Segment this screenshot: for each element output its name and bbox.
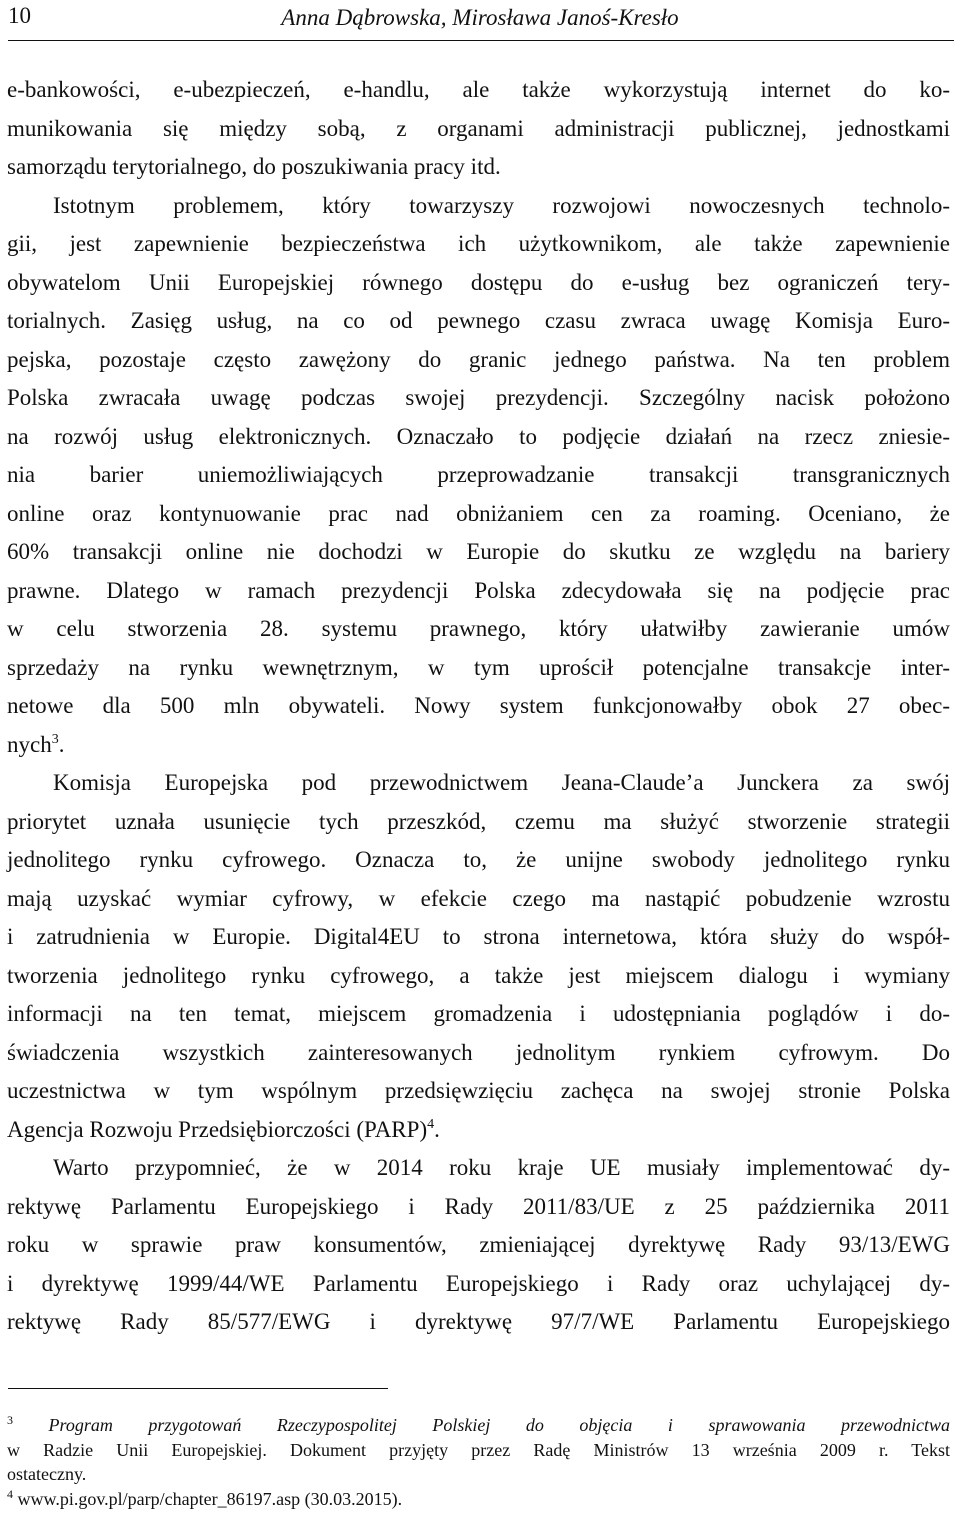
body-line: na rozwój usług elektronicznych. Oznaczało to podjęcie działań na rzecz zniesie- — [7, 423, 950, 449]
body-line: prawne. Dlatego w ramach prezydencji Polska zdecydowała się na podjęcie prac — [7, 577, 950, 603]
body-line-text: Agencja Rozwoju Przedsiębiorczości (PARP) — [7, 1116, 428, 1142]
body-line: świadczenia wszystkich zainteresowanych jednolitym rynkiem cyfrowym. Do — [7, 1039, 950, 1065]
body-text — [7, 71, 950, 1342]
body-line — [7, 726, 950, 765]
body-line: gii, jest zapewnienie bezpieczeństwa ich użytkownikom, ale także zapewnienie — [7, 231, 950, 256]
sentence-end: . — [434, 1116, 440, 1142]
footnote-3-line: ostateczny. — [7, 1464, 87, 1485]
body-line: e-bankowości, e-ubezpieczeń, e-handlu, ale także wykorzystują internet do ko- — [7, 77, 950, 102]
body-line-text: nych — [7, 731, 52, 757]
body-line: roku w sprawie praw konsumentów, zmieniającej dyrektywę Rady 93/13/EWG — [7, 1232, 950, 1257]
running-head: Anna Dąbrowska, Mirosława Janoś-Kresło — [281, 5, 679, 30]
body-line: jednolitego rynku cyfrowego. Oznacza to, że unijne swobody jednolitego rynku — [7, 847, 950, 872]
body-line: Polska zwracała uwagę podczas swojej prezydencji. Szczególny nacisk położono — [7, 385, 950, 410]
header-rule — [8, 40, 954, 41]
body-line: uczestnictwa w tym wspólnym przedsięwzięciu zachęca na swojej stronie Polska — [7, 1078, 950, 1103]
body-line: obywatelom Unii Europejskiej równego dostępu do e-usług bez ograniczeń tery- — [7, 269, 950, 295]
sentence-end: . — [58, 731, 65, 757]
footnote-3-line: w Radzie Unii Europejskiej. Dokument przyjęty przez Radę Ministrów 13 września 2009 r. Tekst — [7, 1439, 950, 1460]
body-line: rektywę Parlamentu Europejskiego i Rady 2011/83/UE z 25 października 2011 — [7, 1193, 950, 1219]
footnote-rule — [8, 1388, 388, 1389]
body-line: samorządu terytorialnego, do poszukiwania pracy itd. — [7, 154, 501, 179]
footnote-3-title: Program przygotowań Rzeczypospolitej Polskiej do objęcia i sprawowania przewodnictwa — [48, 1415, 950, 1435]
body-line: Warto przypomnieć, że w 2014 roku kraje UE musiały implementować dy- — [53, 1155, 950, 1180]
body-line: i zatrudnienia w Europie. Digital4EU to strona internetowa, która służy do współ- — [7, 924, 950, 949]
footnote-ref-3[interactable]: 3 — [51, 731, 59, 747]
body-line: netowe dla 500 mln obywateli. Nowy system funkcjonowałby obok 27 obec- — [7, 693, 950, 718]
footnote-3-number: 3 — [7, 1413, 13, 1427]
body-line: pejska, pozostaje często zawężony do granic jednego państwa. Na ten problem — [7, 346, 950, 372]
body-line — [7, 1111, 950, 1150]
body-line: tworzenia jednolitego rynku cyfrowego, a także jest miejscem dialogu i wymiany — [7, 962, 950, 988]
body-line: mają uzyskać wymiar cyfrowy, w efekcie czego ma nastąpić pobudzenie wzrostu — [7, 885, 950, 911]
footnote-4-number: 4 — [7, 1487, 13, 1502]
body-line: w celu stworzenia 28. systemu prawnego, który ułatwiłby zawieranie umów — [7, 616, 950, 641]
body-line: nia barier uniemożliwiających przeprowadzanie transakcji transgranicznych — [7, 462, 950, 487]
body-line: torialnych. Zasięg usług, na co od pewnego czasu zwraca uwagę Komisja Euro- — [7, 308, 950, 333]
body-line: rektywę Rady 85/577/EWG i dyrektywę 97/7/WE Parlamentu Europejskiego — [7, 1309, 950, 1334]
body-line: informacji na ten temat, miejscem gromadzenia i udostępniania poglądów i do- — [7, 1001, 950, 1026]
body-line: munikowania się między sobą, z organami administracji publicznej, jednostkami — [7, 115, 950, 141]
page-number: 10 — [8, 3, 31, 28]
footnote-3-line — [7, 1413, 950, 1438]
body-line: 60% transakcji online nie dochodzi w Europie do skutku ze względu na bariery — [7, 539, 950, 564]
footnotes — [7, 1413, 950, 1512]
footnote-4-line — [7, 1487, 950, 1512]
body-line: Komisja Europejska pod przewodnictwem Jeana-Claude’a Junckera za swój — [53, 770, 950, 795]
body-line: i dyrektywę 1999/44/WE Parlamentu Europejskiego i Rady oraz uchylającej dy- — [7, 1270, 950, 1296]
footnote-ref-4[interactable]: 4 — [427, 1116, 435, 1132]
body-line: Istotnym problemem, który towarzyszy rozwojowi nowoczesnych technolo- — [53, 192, 950, 218]
body-line: online oraz kontynuowanie prac nad obniżaniem cen za roaming. Oceniano, że — [7, 500, 950, 526]
body-line: sprzedaży na rynku wewnętrznym, w tym uprościł potencjalne transakcje inter- — [7, 654, 950, 680]
body-line: priorytet uznała usunięcie tych przeszkód, czemu ma służyć stworzenie strategii — [7, 808, 950, 834]
footnote-4-url[interactable]: www.pi.gov.pl/parp/chapter_86197.asp (30.03.2015). — [17, 1489, 403, 1510]
